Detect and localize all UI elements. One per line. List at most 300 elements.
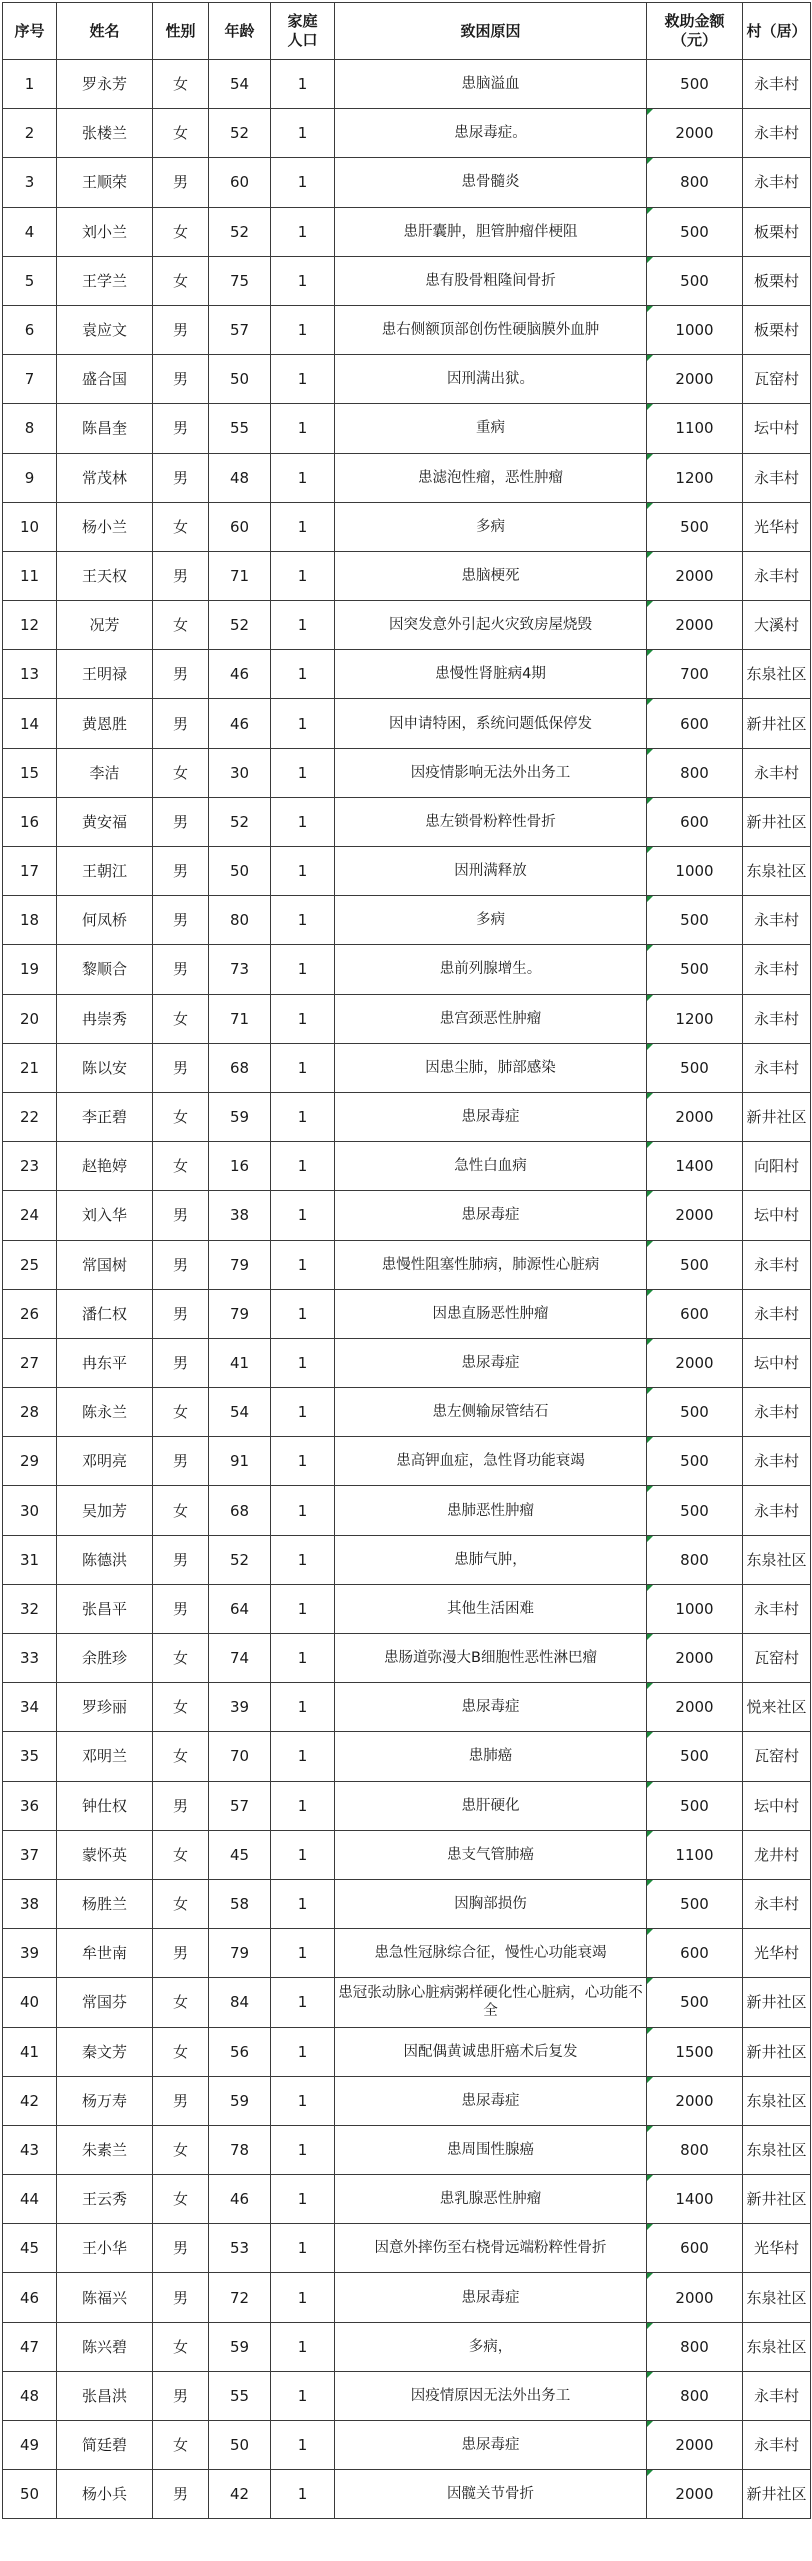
table-row [3,355,811,404]
cell-gender: 女 [153,2175,209,2224]
cell-reason: 患前列腺增生。 [335,945,647,994]
table-row [3,158,811,207]
cell-amount: 500 [647,1388,743,1437]
cell-reason: 因突发意外引起火灾致房屋烧毁 [335,601,647,650]
cell-family-size: 1 [271,1437,335,1486]
cell-no: 14 [3,699,57,748]
cell-amount: 500 [647,207,743,256]
cell-no: 24 [3,1191,57,1240]
cell-gender: 女 [153,207,209,256]
cell-amount: 1000 [647,847,743,896]
cell-amount: 500 [647,896,743,945]
cell-amount: 1500 [647,2027,743,2076]
table-row [3,2224,811,2273]
cell-gender: 男 [153,1240,209,1289]
cell-gender: 女 [153,2027,209,2076]
cell-age: 48 [209,453,271,502]
cell-gender: 女 [153,2421,209,2470]
cell-amount: 1000 [647,305,743,354]
cell-name: 吴加芳 [57,1486,153,1535]
cell-amount: 2000 [647,1092,743,1141]
cell-gender: 男 [153,453,209,502]
cell-reason: 患脑溢血 [335,60,647,109]
cell-village: 永丰村 [743,1289,811,1338]
cell-family-size: 1 [271,797,335,846]
cell-no: 27 [3,1338,57,1387]
cell-reason: 患高钾血症，急性肾功能衰竭 [335,1437,647,1486]
cell-reason: 急性白血病 [335,1142,647,1191]
cell-reason: 因患尘肺，肺部感染 [335,1043,647,1092]
cell-village: 新井社区 [743,2027,811,2076]
cell-name: 黄恩胜 [57,699,153,748]
cell-reason: 患肝囊肿，胆管肿瘤伴梗阻 [335,207,647,256]
table-row [3,699,811,748]
cell-amount: 500 [647,60,743,109]
cell-no: 7 [3,355,57,404]
cell-family-size: 1 [271,650,335,699]
cell-age: 71 [209,551,271,600]
cell-village: 永丰村 [743,551,811,600]
cell-amount: 600 [647,699,743,748]
cell-amount: 2000 [647,355,743,404]
table-row [3,207,811,256]
cell-village: 永丰村 [743,109,811,158]
cell-village: 东泉社区 [743,2076,811,2125]
cell-family-size: 1 [271,2470,335,2519]
cell-gender: 男 [153,1437,209,1486]
header-reason: 致困原因 [335,3,647,60]
table-row [3,945,811,994]
cell-amount: 800 [647,1535,743,1584]
table-row [3,1879,811,1928]
cell-family-size: 1 [271,1683,335,1732]
cell-village: 悦来社区 [743,1683,811,1732]
cell-name: 陈福兴 [57,2273,153,2322]
cell-age: 53 [209,2224,271,2273]
table-row [3,2421,811,2470]
cell-no: 39 [3,1929,57,1978]
cell-village: 新井社区 [743,2175,811,2224]
cell-age: 52 [209,1535,271,1584]
cell-name: 袁应文 [57,305,153,354]
cell-age: 73 [209,945,271,994]
cell-family-size: 1 [271,1584,335,1633]
cell-reason: 多病， [335,2322,647,2371]
cell-age: 60 [209,502,271,551]
cell-amount: 600 [647,1929,743,1978]
cell-gender: 男 [153,551,209,600]
cell-age: 59 [209,2322,271,2371]
table-row [3,1781,811,1830]
cell-name: 牟世南 [57,1929,153,1978]
cell-no: 44 [3,2175,57,2224]
table-row [3,797,811,846]
cell-reason: 因配偶黄诚患肝癌术后复发 [335,2027,647,2076]
cell-family-size: 1 [271,158,335,207]
cell-amount: 2000 [647,2076,743,2125]
cell-gender: 男 [153,2470,209,2519]
cell-no: 3 [3,158,57,207]
cell-family-size: 1 [271,1338,335,1387]
cell-no: 38 [3,1879,57,1928]
cell-village: 永丰村 [743,1584,811,1633]
cell-amount: 2000 [647,2470,743,2519]
header-amount [647,3,743,60]
cell-gender: 男 [153,1535,209,1584]
table-row [3,994,811,1043]
table-row [3,60,811,109]
cell-family-size: 1 [271,1486,335,1535]
cell-no: 37 [3,1830,57,1879]
table-row [3,847,811,896]
cell-village: 永丰村 [743,1486,811,1535]
cell-name: 邓明兰 [57,1732,153,1781]
cell-amount: 2000 [647,1338,743,1387]
cell-village: 永丰村 [743,1240,811,1289]
cell-name: 余胜珍 [57,1634,153,1683]
cell-age: 72 [209,2273,271,2322]
cell-village: 永丰村 [743,2371,811,2420]
header-amount-line1: 救助金额 [664,12,725,30]
cell-gender: 男 [153,896,209,945]
cell-family-size: 1 [271,2273,335,2322]
cell-village: 板栗村 [743,207,811,256]
table-row [3,2175,811,2224]
cell-age: 45 [209,1830,271,1879]
cell-family-size: 1 [271,2224,335,2273]
cell-reason: 患肠道弥漫大B细胞性恶性淋巴瘤 [335,1634,647,1683]
cell-amount: 500 [647,1879,743,1928]
cell-reason: 患尿毒症 [335,2273,647,2322]
cell-village: 瓦窑村 [743,355,811,404]
cell-reason: 患滤泡性瘤，恶性肿瘤 [335,453,647,502]
cell-village: 东泉社区 [743,2322,811,2371]
cell-amount: 2000 [647,601,743,650]
cell-gender: 男 [153,2076,209,2125]
cell-name: 陈兴碧 [57,2322,153,2371]
cell-amount: 2000 [647,2421,743,2470]
cell-name: 王天权 [57,551,153,600]
cell-village: 永丰村 [743,453,811,502]
cell-age: 59 [209,1092,271,1141]
cell-age: 56 [209,2027,271,2076]
cell-no: 33 [3,1634,57,1683]
cell-family-size: 1 [271,305,335,354]
cell-no: 34 [3,1683,57,1732]
cell-family-size: 1 [271,256,335,305]
cell-village: 永丰村 [743,945,811,994]
cell-name: 况芳 [57,601,153,650]
cell-amount: 1000 [647,1584,743,1633]
cell-reason: 患肺癌 [335,1732,647,1781]
header-family-line2: 人口 [287,31,318,49]
cell-age: 55 [209,404,271,453]
cell-amount: 500 [647,502,743,551]
cell-age: 70 [209,1732,271,1781]
cell-no: 29 [3,1437,57,1486]
cell-age: 79 [209,1240,271,1289]
cell-family-size: 1 [271,551,335,600]
cell-amount: 800 [647,2371,743,2420]
cell-family-size: 1 [271,1634,335,1683]
table-row [3,1978,811,2027]
cell-gender: 男 [153,1191,209,1240]
cell-gender: 女 [153,1978,209,2027]
cell-family-size: 1 [271,453,335,502]
cell-name: 朱素兰 [57,2125,153,2174]
table-row [3,256,811,305]
cell-no: 28 [3,1388,57,1437]
cell-age: 46 [209,699,271,748]
table-body [3,60,811,2519]
cell-family-size: 1 [271,1240,335,1289]
cell-village: 大溪村 [743,601,811,650]
cell-family-size: 1 [271,1191,335,1240]
cell-village: 东泉社区 [743,1535,811,1584]
cell-age: 91 [209,1437,271,1486]
cell-gender: 男 [153,2224,209,2273]
table-row [3,748,811,797]
cell-village: 龙井村 [743,1830,811,1879]
cell-family-size: 1 [271,2322,335,2371]
cell-no: 10 [3,502,57,551]
cell-amount: 1200 [647,453,743,502]
table-row [3,2371,811,2420]
cell-family-size: 1 [271,2027,335,2076]
cell-reason: 患骨髓炎 [335,158,647,207]
cell-amount: 500 [647,1732,743,1781]
cell-amount: 800 [647,2125,743,2174]
cell-no: 2 [3,109,57,158]
cell-village: 新井社区 [743,1092,811,1141]
cell-name: 何凤桥 [57,896,153,945]
cell-no: 13 [3,650,57,699]
cell-name: 秦文芳 [57,2027,153,2076]
cell-name: 钟仕权 [57,1781,153,1830]
cell-gender: 女 [153,256,209,305]
cell-family-size: 1 [271,1732,335,1781]
cell-reason: 多病 [335,896,647,945]
cell-village: 光华村 [743,2224,811,2273]
cell-gender: 男 [153,158,209,207]
table-row [3,896,811,945]
cell-name: 简廷碧 [57,2421,153,2470]
cell-reason: 重病 [335,404,647,453]
cell-no: 23 [3,1142,57,1191]
cell-family-size: 1 [271,2175,335,2224]
cell-reason: 患右侧额顶部创伤性硬脑膜外血肿 [335,305,647,354]
table-row [3,1929,811,1978]
cell-gender: 女 [153,2125,209,2174]
cell-amount: 800 [647,748,743,797]
cell-name: 杨小兰 [57,502,153,551]
table-row [3,1043,811,1092]
cell-name: 杨胜兰 [57,1879,153,1928]
cell-reason: 因疫情原因无法外出务工 [335,2371,647,2420]
cell-amount: 700 [647,650,743,699]
cell-gender: 男 [153,1929,209,1978]
cell-age: 75 [209,256,271,305]
cell-name: 黄安福 [57,797,153,846]
cell-amount: 2000 [647,1191,743,1240]
cell-reason: 因刑满释放 [335,847,647,896]
table-row [3,1584,811,1633]
cell-family-size: 1 [271,109,335,158]
cell-no: 6 [3,305,57,354]
cell-amount: 1200 [647,994,743,1043]
cell-reason: 因申请特困，系统问题低保停发 [335,699,647,748]
table-row [3,1092,811,1141]
table-row [3,305,811,354]
cell-amount: 1400 [647,2175,743,2224]
table-row [3,1191,811,1240]
cell-no: 49 [3,2421,57,2470]
cell-gender: 男 [153,2273,209,2322]
cell-gender: 男 [153,1781,209,1830]
cell-no: 25 [3,1240,57,1289]
cell-no: 47 [3,2322,57,2371]
table-row [3,1240,811,1289]
cell-family-size: 1 [271,502,335,551]
cell-no: 1 [3,60,57,109]
cell-name: 常茂林 [57,453,153,502]
table-row [3,1486,811,1535]
cell-name: 陈以安 [57,1043,153,1092]
cell-family-size: 1 [271,1879,335,1928]
cell-age: 80 [209,896,271,945]
cell-reason: 因患直肠恶性肿瘤 [335,1289,647,1338]
table-row [3,2125,811,2174]
table-row [3,1338,811,1387]
cell-reason: 患乳腺恶性肿瘤 [335,2175,647,2224]
cell-family-size: 1 [271,1289,335,1338]
cell-village: 瓦窑村 [743,1732,811,1781]
cell-gender: 女 [153,1879,209,1928]
cell-gender: 男 [153,355,209,404]
cell-age: 46 [209,2175,271,2224]
cell-family-size: 1 [271,1929,335,1978]
cell-amount: 1400 [647,1142,743,1191]
cell-village: 东泉社区 [743,847,811,896]
table-row [3,502,811,551]
cell-name: 张昌洪 [57,2371,153,2420]
cell-village: 新井社区 [743,1978,811,2027]
cell-name: 王朝江 [57,847,153,896]
table-row [3,1142,811,1191]
cell-name: 王小华 [57,2224,153,2273]
cell-family-size: 1 [271,2421,335,2470]
cell-reason: 患尿毒症 [335,1191,647,1240]
cell-reason: 患肺恶性肿瘤 [335,1486,647,1535]
cell-name: 杨万寿 [57,2076,153,2125]
cell-amount: 2000 [647,1634,743,1683]
cell-village: 新井社区 [743,699,811,748]
cell-reason: 患宫颈恶性肿瘤 [335,994,647,1043]
cell-no: 35 [3,1732,57,1781]
cell-name: 黎顺合 [57,945,153,994]
cell-gender: 女 [153,502,209,551]
cell-no: 20 [3,994,57,1043]
cell-reason: 患尿毒症 [335,1683,647,1732]
cell-age: 64 [209,1584,271,1633]
cell-village: 永丰村 [743,158,811,207]
table-row [3,404,811,453]
cell-name: 赵艳婷 [57,1142,153,1191]
cell-age: 68 [209,1043,271,1092]
cell-gender: 男 [153,699,209,748]
cell-age: 55 [209,2371,271,2420]
cell-family-size: 1 [271,748,335,797]
table-row [3,109,811,158]
header-family-size [271,3,335,60]
cell-amount: 500 [647,945,743,994]
cell-gender: 男 [153,305,209,354]
cell-name: 张昌平 [57,1584,153,1633]
cell-family-size: 1 [271,207,335,256]
cell-gender: 女 [153,1830,209,1879]
cell-amount: 1100 [647,404,743,453]
cell-gender: 男 [153,847,209,896]
cell-village: 光华村 [743,502,811,551]
cell-reason: 患肺气肿， [335,1535,647,1584]
header-no: 序号 [3,3,57,60]
cell-no: 41 [3,2027,57,2076]
cell-gender: 女 [153,1683,209,1732]
cell-village: 坛中村 [743,1191,811,1240]
cell-reason: 其他生活困难 [335,1584,647,1633]
cell-reason: 因刑满出狱。 [335,355,647,404]
cell-amount: 600 [647,1289,743,1338]
header-amount-line2: （元） [671,31,717,49]
cell-amount: 500 [647,1043,743,1092]
table-row [3,551,811,600]
cell-name: 李正碧 [57,1092,153,1141]
cell-amount: 600 [647,797,743,846]
header-village: 村（居） [743,3,811,60]
cell-age: 68 [209,1486,271,1535]
cell-village: 板栗村 [743,256,811,305]
cell-age: 79 [209,1289,271,1338]
cell-gender: 女 [153,60,209,109]
cell-name: 张楼兰 [57,109,153,158]
cell-reason: 因胸部损伤 [335,1879,647,1928]
cell-name: 王学兰 [57,256,153,305]
cell-village: 向阳村 [743,1142,811,1191]
cell-amount: 500 [647,1978,743,2027]
cell-reason: 患尿毒症 [335,2421,647,2470]
cell-no: 40 [3,1978,57,2027]
cell-no: 9 [3,453,57,502]
cell-family-size: 1 [271,601,335,650]
cell-family-size: 1 [271,1535,335,1584]
table-row [3,1535,811,1584]
cell-age: 57 [209,305,271,354]
cell-gender: 女 [153,2322,209,2371]
cell-name: 冉崇秀 [57,994,153,1043]
cell-reason: 因疫情影响无法外出务工 [335,748,647,797]
cell-name: 李洁 [57,748,153,797]
cell-name: 陈永兰 [57,1388,153,1437]
cell-family-size: 1 [271,1781,335,1830]
cell-family-size: 1 [271,994,335,1043]
cell-age: 59 [209,2076,271,2125]
cell-village: 光华村 [743,1929,811,1978]
cell-village: 坛中村 [743,404,811,453]
cell-amount: 2000 [647,551,743,600]
cell-age: 16 [209,1142,271,1191]
cell-age: 78 [209,2125,271,2174]
cell-amount: 500 [647,1781,743,1830]
